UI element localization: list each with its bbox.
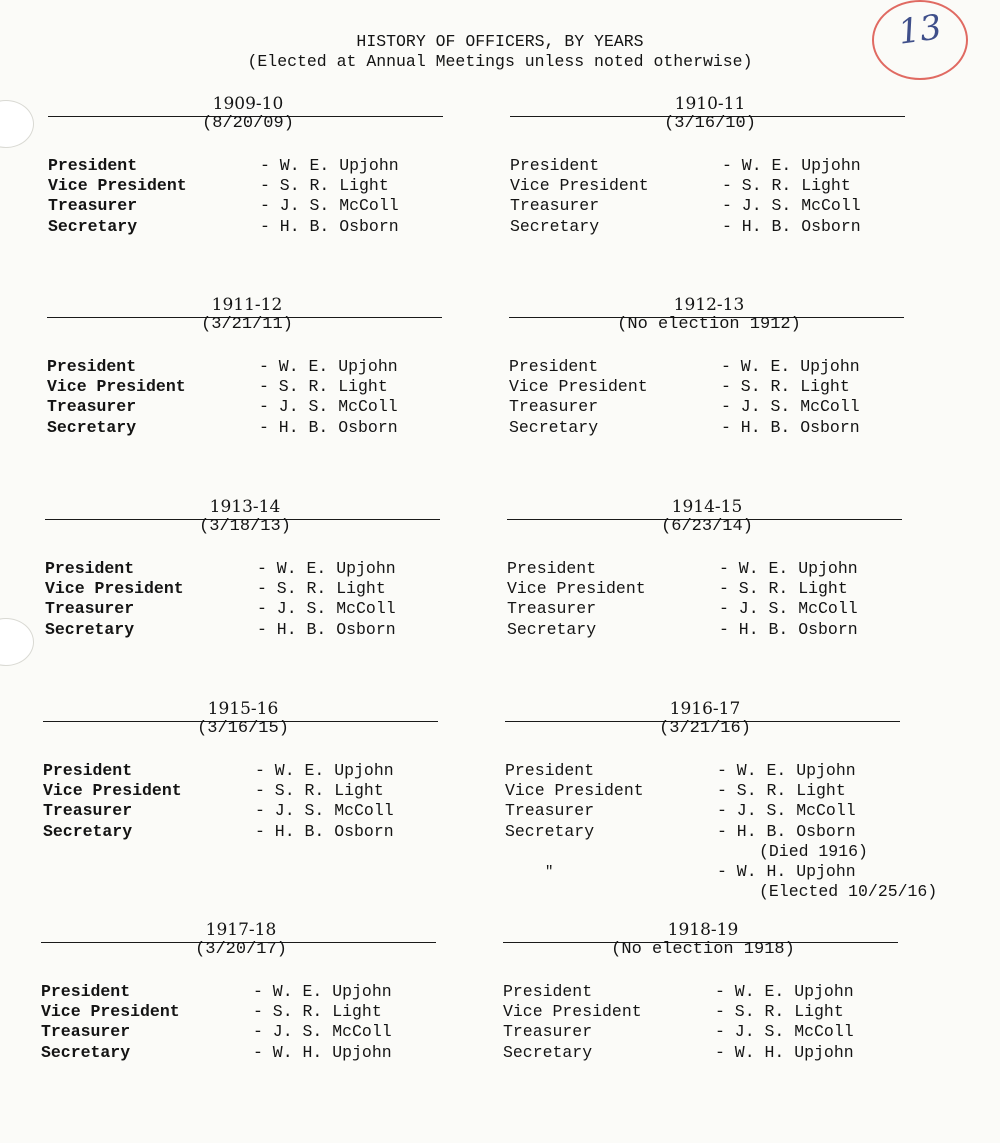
officer-list — [505, 761, 965, 902]
term-year: 1917-18 — [205, 920, 277, 940]
election-date: (3/21/11) — [201, 315, 293, 334]
election-date: (8/20/09) — [202, 114, 294, 133]
officer-row — [47, 397, 507, 417]
officer-note: (Elected 10/25/16) — [759, 882, 938, 902]
officer-row — [505, 822, 965, 842]
officer-row — [43, 801, 503, 821]
officer-role: Secretary — [507, 619, 597, 639]
officer-role: Treasurer — [509, 397, 599, 417]
officer-role: Secretary — [505, 821, 595, 841]
officer-name: - W. H. Upjohn — [253, 1042, 392, 1062]
officer-role: Vice President — [41, 1002, 180, 1022]
officer-row — [47, 418, 507, 438]
officer-name: - J. S. McColl — [717, 801, 856, 821]
officer-row — [509, 377, 969, 397]
officer-name: - W. E. Upjohn — [722, 156, 861, 175]
officer-name: - W. E. Upjohn — [260, 156, 399, 175]
document-subtitle: (Elected at Annual Meetings unless noted otherwise) — [247, 52, 753, 71]
election-date: (3/21/16) — [659, 719, 751, 738]
officer-role: President — [510, 156, 600, 175]
officer-role: Treasurer — [505, 801, 595, 821]
officer-name: - W. H. Upjohn — [717, 861, 856, 881]
officer-role: President — [41, 982, 131, 1001]
officer-row — [510, 217, 970, 237]
officer-role: Vice President — [510, 176, 649, 196]
officer-row — [505, 801, 965, 821]
officer-role: President — [505, 761, 595, 780]
officer-name: - J. S. McColl — [721, 397, 860, 417]
officer-row — [507, 559, 967, 579]
term-year: 1912-13 — [673, 295, 745, 315]
officer-name: - W. E. Upjohn — [715, 982, 854, 1001]
officer-note-row — [505, 842, 965, 862]
officer-role: Treasurer — [43, 801, 133, 821]
election-date: (3/20/17) — [195, 940, 287, 959]
officer-list — [510, 156, 970, 237]
officer-name: - J. S. McColl — [259, 397, 398, 417]
officer-row — [43, 761, 503, 781]
officer-name: - J. S. McColl — [260, 196, 399, 216]
officer-name: - W. E. Upjohn — [253, 982, 392, 1001]
officer-row — [509, 397, 969, 417]
officer-row — [503, 1043, 963, 1063]
officer-role: Vice President — [505, 781, 644, 801]
officer-row — [41, 1002, 501, 1022]
officer-row — [43, 781, 503, 801]
term-year: 1918-19 — [667, 920, 739, 940]
officer-role: President — [509, 357, 599, 376]
officer-name: - J. S. McColl — [253, 1022, 392, 1042]
binder-hole-icon — [0, 100, 34, 148]
officer-name: - S. R. Light — [259, 377, 388, 397]
officer-role: Vice President — [507, 579, 646, 599]
election-date: (6/23/14) — [661, 517, 753, 536]
officer-role: Secretary — [41, 1042, 131, 1062]
officer-row — [48, 176, 508, 196]
officer-name: - W. E. Upjohn — [259, 357, 398, 376]
election-date: (3/18/13) — [199, 517, 291, 536]
officer-row — [47, 357, 507, 377]
officer-role: Secretary — [43, 821, 133, 841]
page-number: 13 — [895, 7, 945, 53]
officer-name: - W. E. Upjohn — [717, 761, 856, 780]
officer-list — [503, 982, 963, 1063]
officer-name: - W. E. Upjohn — [721, 357, 860, 376]
officer-row — [507, 620, 967, 640]
officer-row — [41, 1043, 501, 1063]
officer-role: Treasurer — [503, 1022, 593, 1042]
officer-name: - H. B. Osborn — [719, 619, 858, 639]
officer-role: Secretary — [503, 1042, 593, 1062]
officer-role: President — [47, 357, 137, 376]
binder-hole-icon — [0, 618, 34, 666]
election-date: (3/16/15) — [197, 719, 289, 738]
officer-role: Treasurer — [41, 1022, 131, 1042]
officer-name: - S. R. Light — [722, 176, 851, 196]
officer-role: Treasurer — [45, 599, 135, 619]
officer-name: - H. B. Osborn — [721, 417, 860, 437]
officer-name: - S. R. Light — [257, 579, 386, 599]
officer-list — [41, 982, 501, 1063]
officer-role: Vice President — [43, 781, 182, 801]
officer-role: Treasurer — [510, 196, 600, 216]
officer-role: Secretary — [509, 417, 599, 437]
term-year: 1910-11 — [674, 94, 746, 114]
officer-row — [505, 862, 965, 882]
officer-note-row — [505, 882, 965, 902]
officer-row — [47, 377, 507, 397]
officer-list — [509, 357, 969, 438]
officer-name: - S. R. Light — [715, 1002, 844, 1022]
officer-name: - W. E. Upjohn — [255, 761, 394, 780]
officer-role: President — [503, 982, 593, 1001]
term-year: 1913-14 — [209, 497, 281, 517]
officer-list — [45, 559, 505, 640]
officer-row — [45, 579, 505, 599]
officer-row — [509, 357, 969, 377]
officer-row — [41, 982, 501, 1002]
officer-name: - S. R. Light — [255, 781, 384, 801]
term-year: 1911-12 — [211, 295, 283, 315]
officer-name: - H. B. Osborn — [717, 821, 856, 841]
officer-row — [505, 781, 965, 801]
officer-name: - W. H. Upjohn — [715, 1042, 854, 1062]
officer-row — [509, 418, 969, 438]
officer-row — [45, 559, 505, 579]
officer-list — [47, 357, 507, 438]
term-year: 1916-17 — [669, 699, 741, 719]
officer-row — [510, 156, 970, 176]
officer-name: - S. R. Light — [717, 781, 846, 801]
officer-role: Treasurer — [507, 599, 597, 619]
officer-name: - S. R. Light — [260, 176, 389, 196]
officer-role: Vice President — [45, 579, 184, 599]
document-title: HISTORY OF OFFICERS, BY YEARS — [356, 32, 644, 51]
officer-row — [43, 822, 503, 842]
officer-row — [510, 176, 970, 196]
officer-name: - J. S. McColl — [715, 1022, 854, 1042]
officer-role: Secretary — [510, 216, 600, 236]
officer-role: President — [48, 156, 138, 175]
officer-row — [503, 1022, 963, 1042]
election-date: (No election 1912) — [617, 315, 801, 334]
officer-name: - S. R. Light — [253, 1002, 382, 1022]
officer-row — [48, 156, 508, 176]
officer-list — [43, 761, 503, 842]
officer-role: President — [43, 761, 133, 780]
officer-name: - J. S. McColl — [255, 801, 394, 821]
officer-role: Vice President — [47, 377, 186, 397]
officer-name: - W. E. Upjohn — [719, 559, 858, 578]
document-header — [0, 32, 1000, 72]
officer-name: - W. E. Upjohn — [257, 559, 396, 578]
officer-row — [505, 761, 965, 781]
ditto-mark: " — [545, 863, 554, 880]
election-date: (No election 1918) — [611, 940, 795, 959]
officer-role: Secretary — [47, 417, 137, 437]
officer-row — [41, 1022, 501, 1042]
officer-name: - H. B. Osborn — [260, 216, 399, 236]
officer-list — [507, 559, 967, 640]
officer-name: - J. S. McColl — [257, 599, 396, 619]
officer-row — [510, 196, 970, 216]
officer-name: - H. B. Osborn — [722, 216, 861, 236]
officer-row — [503, 1002, 963, 1022]
officer-name: - S. R. Light — [719, 579, 848, 599]
officer-role: Vice President — [503, 1002, 642, 1022]
term-year: 1915-16 — [207, 699, 279, 719]
officer-name: - J. S. McColl — [722, 196, 861, 216]
officer-role: Vice President — [48, 176, 187, 196]
term-year: 1914-15 — [671, 497, 743, 517]
officer-name: - H. B. Osborn — [259, 417, 398, 437]
officer-name: - H. B. Osborn — [257, 619, 396, 639]
officer-row — [48, 196, 508, 216]
officer-row — [45, 620, 505, 640]
officer-note: (Died 1916) — [759, 841, 868, 861]
officer-role: Treasurer — [48, 196, 138, 216]
officer-role: Vice President — [509, 377, 648, 397]
officer-name: - S. R. Light — [721, 377, 850, 397]
officer-role: Treasurer — [47, 397, 137, 417]
officer-role: Secretary — [45, 619, 135, 639]
officer-row — [507, 599, 967, 619]
officer-role: President — [507, 559, 597, 578]
officer-row — [507, 579, 967, 599]
officer-role: President — [45, 559, 135, 578]
officer-name: - H. B. Osborn — [255, 821, 394, 841]
officer-row — [503, 982, 963, 1002]
term-year: 1909-10 — [212, 94, 284, 114]
officer-row — [45, 599, 505, 619]
officer-role: Secretary — [48, 216, 138, 236]
officer-row — [48, 217, 508, 237]
officer-list — [48, 156, 508, 237]
election-date: (3/16/10) — [664, 114, 756, 133]
officer-name: - J. S. McColl — [719, 599, 858, 619]
